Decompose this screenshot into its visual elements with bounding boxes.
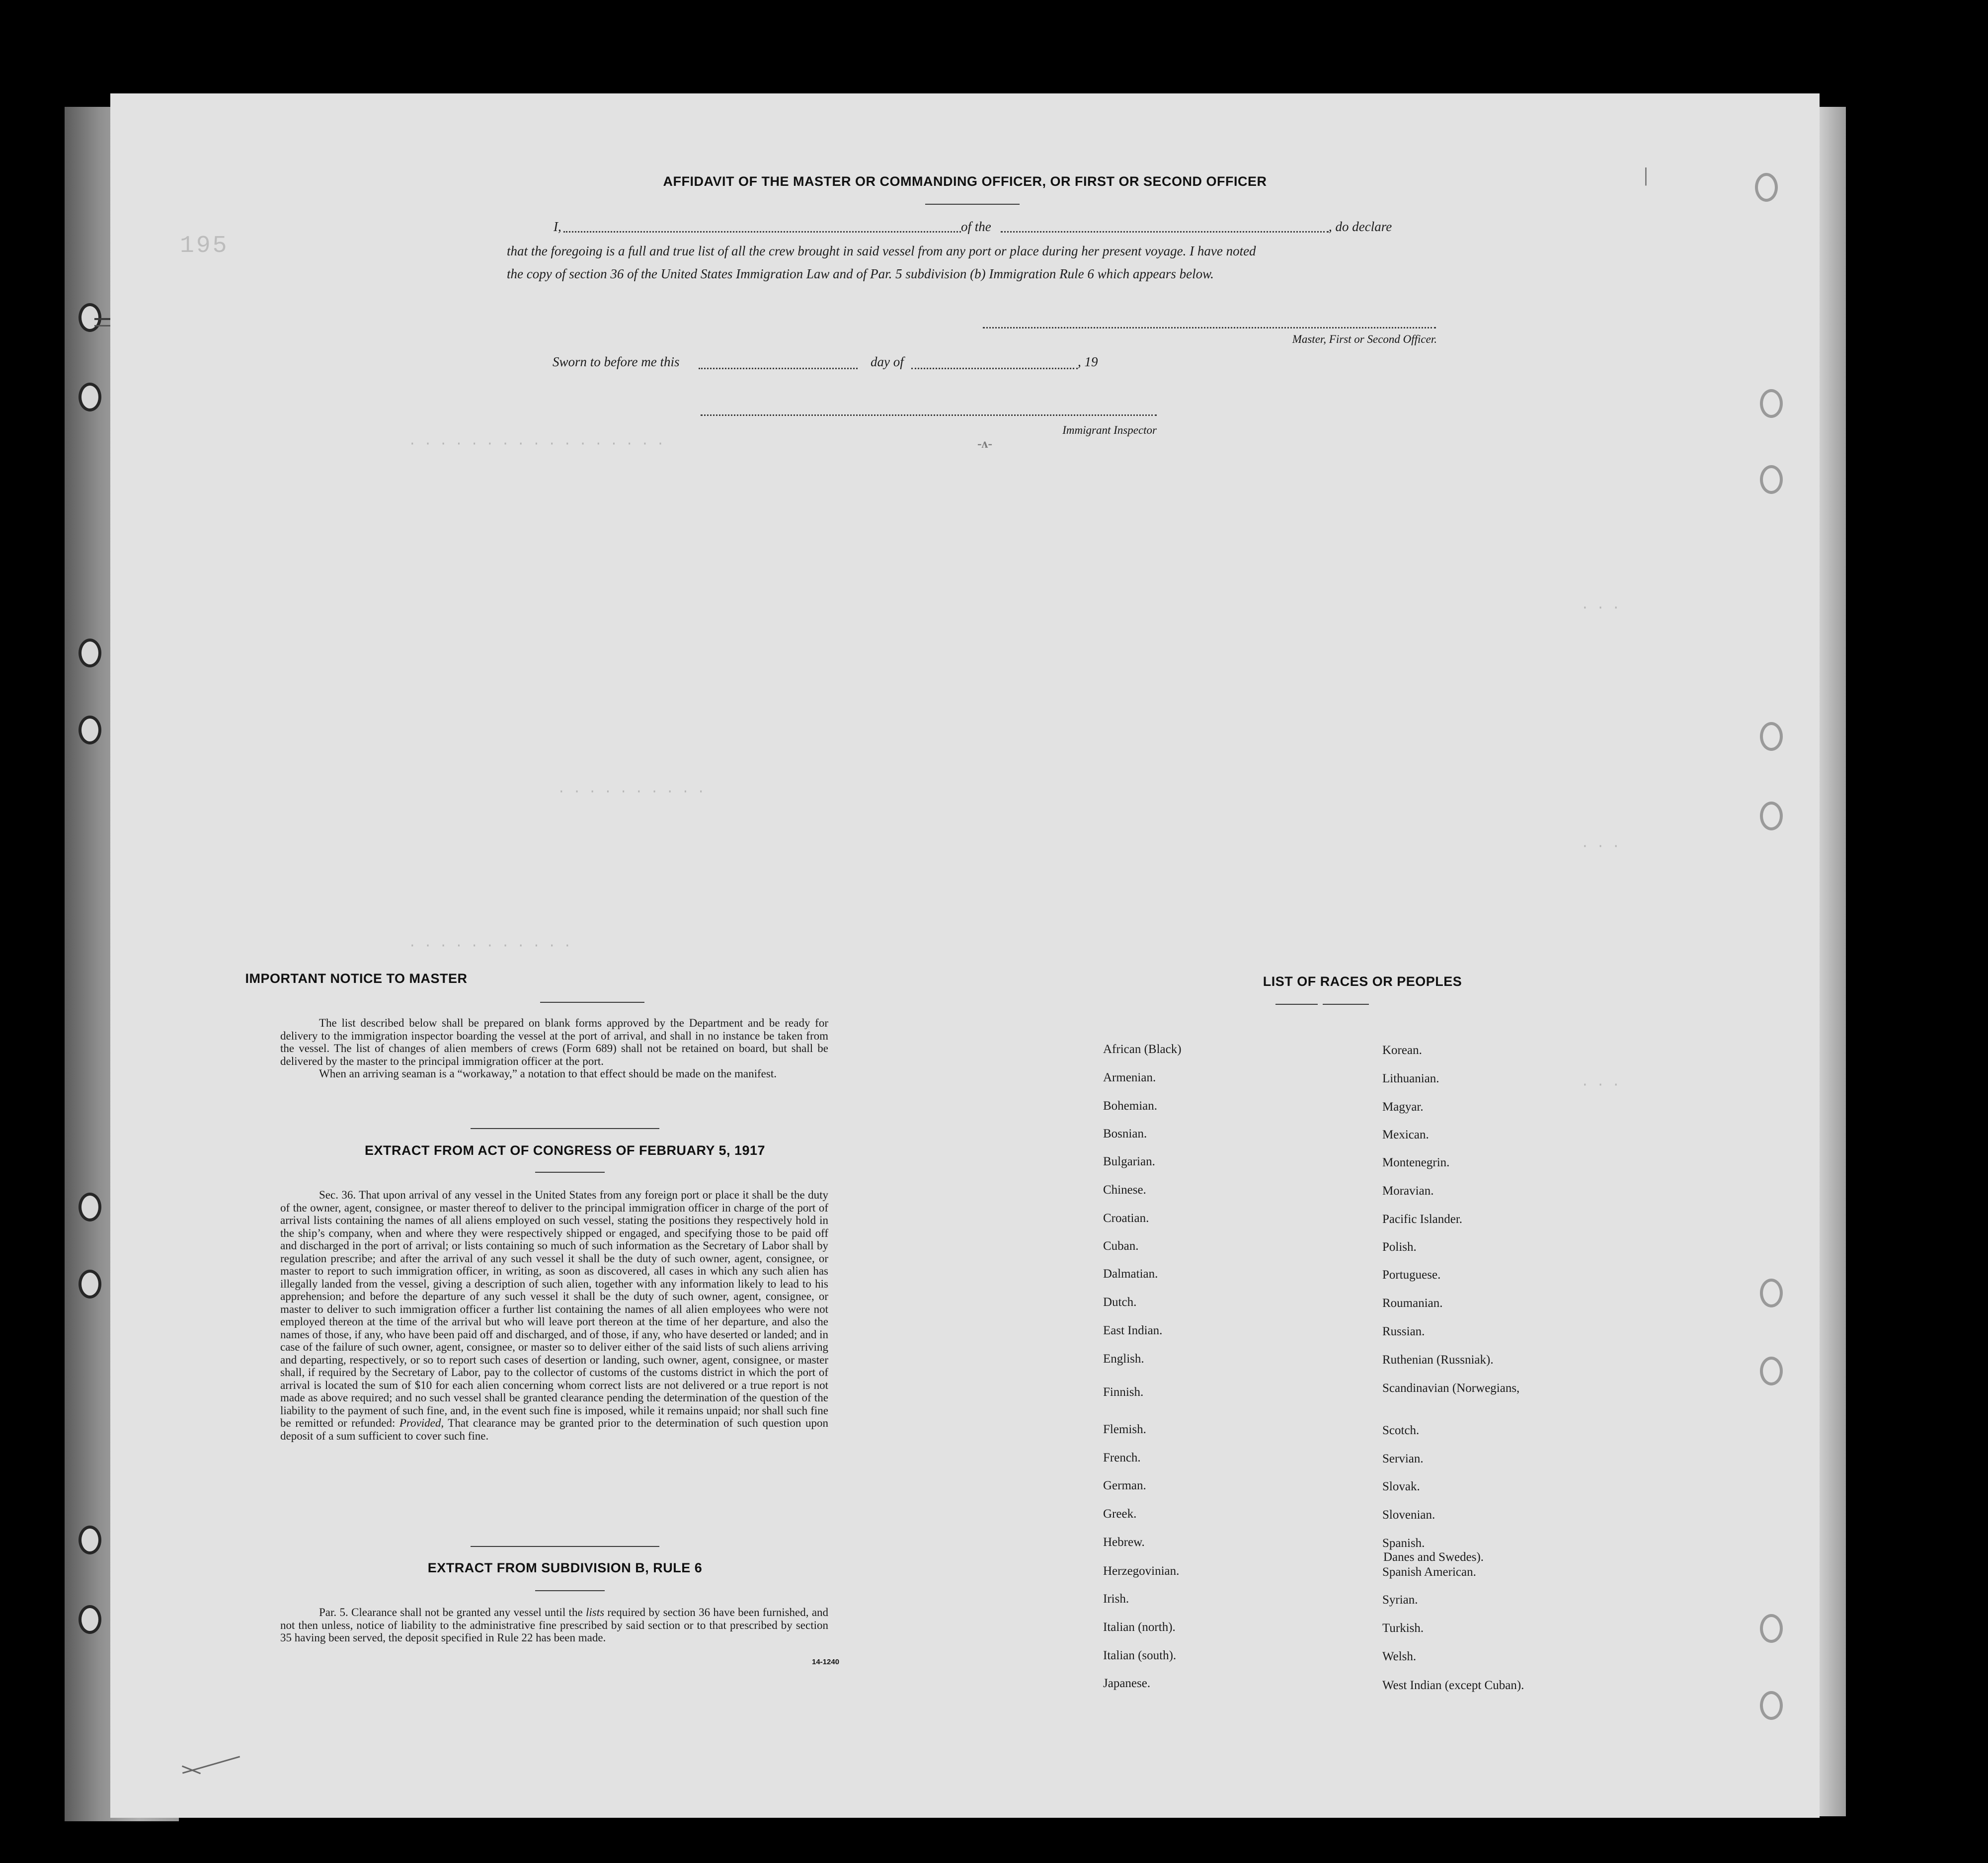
section-36-text: That upon arrival of any vessel in the United States from any foreign port or place it shall be the duty of the owner, agent, consignee, or master thereof to deliver to the principal immigration officer in charge of the port of arrival lists containing the names of all aliens employed on such vessel, stating the positions they respectively hold in the ship’s company, when and where they were respectively shipped or engaged, and specifying those to be paid off and discharged in the port of arrival; or lists containing so much of such information as the Secretary of Labor shall by regulation prescribe; and after the arrival of any such vessel it shall be the duty of such owner, agent, consignee, or master to report to such immigration officer, in writing, as soon as discovered, all cases in which any such alien has illegally landed from the vessel, giving a description of such alien, together with any information likely to lead to his apprehension; and before the departure of any such vessel it shall be the duty of such owner, agent, consignee, or master to deliver to such immigration officer a further list containing the names of all alien employees who were not employed thereon at the time of the arrival but who will leave port thereon at the time of her departure, and also the names of those, if any, who have been paid off and discharged, and of those, if any, who have deserted or landed; and in case of the failure of such owner, agent, consignee, or master so to deliver either of the said lists of such aliens arriving and departing, respectively, or so to report such cases of desertion or landing, such owner, agent, consignee, or master shall, if required by the Secretary of Labor, pay to the collector of customs of the customs district in which the port of arrival is located the sum of $10 for each alien concerning whom correct lists are not delivered or a true report is not made as above required; and no such vessel shall be granted clearance pending the determination of the question of the liability to the payment of such fine, and, in the event such fine is imposed, while it remains unpaid; nor shall such fine be remitted or refunded: [280, 1189, 828, 1429]
race-item: Magyar. [1382, 1100, 1424, 1114]
inspector-signature-line[interactable] [701, 414, 1157, 416]
punch-hole [1760, 1279, 1783, 1307]
race-item: English. [1103, 1352, 1144, 1366]
lists-word: lists [585, 1606, 605, 1619]
sworn-day-blank[interactable] [699, 368, 858, 369]
affidavit-declare: , do declare [1329, 219, 1392, 234]
notice-paragraph-1: The list described below shall be prepared on blank forms approved by the Department and be ready for delivery to the immigration inspector boarding the vessel at the port of arrival, and shall in no instance be taken from the vessel. The list of changes of alien members of crews (Form 689) shall not be retained on board, but shall be delivered by the master to the principal immigration officer at the port. [280, 1017, 828, 1067]
master-name-blank[interactable] [563, 231, 961, 233]
race-item: Russian. [1382, 1325, 1425, 1338]
notice-rule [540, 1002, 644, 1003]
master-signature-label: Master, First or Second Officer. [1292, 333, 1437, 345]
race-item: Mexican. [1382, 1128, 1429, 1141]
punch-hole [1760, 802, 1783, 830]
binder-hole [79, 383, 101, 411]
race-item: Finnish. [1103, 1385, 1144, 1399]
race-item: Scandinavian (Norwegians, [1382, 1381, 1520, 1395]
punch-hole [1760, 1691, 1783, 1720]
binder-hole [79, 1526, 101, 1554]
race-item: East Indian. [1103, 1324, 1163, 1337]
sworn-day-of: day of [871, 354, 904, 369]
races-title: LIST OF RACES OR PEOPLES [1263, 974, 1462, 989]
races-rule [1323, 1004, 1369, 1005]
race-item: Polish. [1382, 1240, 1417, 1254]
section-36-text-end: That clearance may be granted prior to the determination of such question upon deposit of a sum sufficient to cover such fine. [280, 1417, 829, 1442]
section-36-label: Sec. 36. [319, 1189, 356, 1201]
punch-hole [1760, 389, 1783, 418]
race-item: Slovenian. [1382, 1508, 1435, 1522]
punch-hole [1760, 465, 1783, 494]
race-item: Japanese. [1103, 1677, 1151, 1690]
extract-act-title: EXTRACT FROM ACT OF CONGRESS OF FEBRUARY 5, 1917 [364, 1143, 766, 1158]
bleed-through-row: · · · [1581, 1077, 1620, 1092]
races-rule [1275, 1004, 1318, 1005]
race-item: Montenegrin. [1382, 1156, 1450, 1169]
rule-text-a: Par. 5. Clearance shall not be granted any vessel until the [319, 1606, 583, 1619]
race-item: Moravian. [1382, 1184, 1434, 1198]
race-item: Greek. [1103, 1507, 1137, 1521]
punch-hole [1760, 1357, 1783, 1385]
punch-hole [1760, 722, 1783, 751]
margin-mark: | [1644, 163, 1648, 186]
vessel-name-blank[interactable] [1001, 231, 1329, 233]
race-item: Portuguese. [1382, 1268, 1441, 1282]
notice-title: IMPORTANT NOTICE TO MASTER [245, 971, 468, 986]
margin-mark: -ᴧ- [977, 436, 992, 451]
bleed-through-page-number: 195 [180, 233, 229, 259]
race-item: German. [1103, 1479, 1146, 1492]
section-rule [535, 1590, 605, 1591]
notice-body [280, 1017, 828, 1080]
bleed-through-row: · · · · · · · · · · · · · · · · · [408, 436, 664, 451]
punch-hole [1760, 1614, 1783, 1643]
binder-hole [79, 303, 101, 332]
provided-word: Provided, [399, 1417, 444, 1429]
rule-text-b: required by section 36 have been furnished, and not then unless, notice of liability to the administrative fine prescribed by said section or to that prescribed by section 35 having been served, the deposit specified in Rule 22 has been made. [280, 1606, 829, 1644]
race-item: Bulgarian. [1103, 1155, 1155, 1168]
section-rule [471, 1128, 659, 1129]
race-item: Scotch. [1382, 1424, 1420, 1437]
affidavit-i: I, [554, 219, 561, 234]
sworn-prefix: Sworn to before me this [553, 354, 680, 369]
race-item: Spanish American. [1382, 1565, 1476, 1579]
master-signature-line[interactable] [983, 327, 1436, 328]
sworn-year: , 19 [1078, 354, 1098, 369]
binder-hole [79, 639, 101, 667]
race-item: Welsh. [1382, 1650, 1417, 1663]
race-item: Italian (north). [1103, 1620, 1176, 1634]
bleed-through-row: · · · [1581, 839, 1620, 854]
race-item: Korean. [1382, 1044, 1422, 1057]
notice-paragraph-2: When an arriving seaman is a “workaway,” a notation to that effect should be made on the manifest. [319, 1067, 777, 1080]
section-rule [535, 1172, 605, 1173]
race-item: Syrian. [1382, 1593, 1418, 1607]
race-item: Hebrew. [1103, 1536, 1145, 1549]
race-item: Irish. [1103, 1592, 1129, 1606]
bleed-through-row: · · · · · · · · · · [557, 784, 705, 799]
race-item: Croatian. [1103, 1212, 1149, 1225]
race-item: Roumanian. [1382, 1296, 1443, 1310]
bleed-through-row: · · · [1581, 600, 1620, 615]
race-item: Bosnian. [1103, 1127, 1147, 1140]
race-item: Dutch. [1103, 1296, 1137, 1309]
race-item: West Indian (except Cuban). [1382, 1679, 1524, 1692]
race-item: Cuban. [1103, 1239, 1139, 1253]
extract-rule-body [280, 1606, 828, 1644]
race-item: Slovak. [1382, 1480, 1420, 1493]
affidavit-line2: that the foregoing is a full and true list of all the crew brought in said vessel from any port or place during her present voyage. I have noted [507, 243, 1256, 258]
race-item: Armenian. [1103, 1071, 1156, 1084]
binder-hole [79, 1270, 101, 1298]
race-item: Herzegovinian. [1103, 1564, 1180, 1578]
race-item: French. [1103, 1451, 1141, 1464]
race-item: Flemish. [1103, 1423, 1146, 1436]
title-rule [925, 204, 1020, 205]
race-item: Turkish. [1382, 1621, 1424, 1635]
binder-hole [79, 1605, 101, 1634]
race-item: Bohemian. [1103, 1099, 1158, 1113]
binder-hole [79, 1193, 101, 1221]
extract-act-body [280, 1189, 828, 1442]
page-edge [1819, 107, 1846, 1816]
race-item: Servian. [1382, 1452, 1424, 1465]
race-item: Lithuanian. [1382, 1072, 1439, 1085]
race-item: Dalmatian. [1103, 1267, 1158, 1281]
race-item: African (Black) [1103, 1043, 1182, 1056]
bleed-through-row: · · · · · · · · · · · [408, 938, 571, 953]
extract-rule-title: EXTRACT FROM SUBDIVISION B, RULE 6 [427, 1560, 703, 1575]
race-item: Chinese. [1103, 1183, 1146, 1197]
race-item-continuation: Danes and Swedes). [1383, 1550, 1484, 1564]
race-item: Ruthenian (Russniak). [1382, 1353, 1494, 1367]
form-number: 14-1240 [812, 1658, 840, 1666]
binder-hole [79, 716, 101, 744]
inspector-label: Immigrant Inspector [1062, 424, 1157, 436]
affidavit-title: AFFIDAVIT OF THE MASTER OR COMMANDING OFFICER, OR FIRST OR SECOND OFFICER [663, 174, 1267, 189]
race-item: Italian (south). [1103, 1649, 1177, 1662]
form-page [110, 93, 1820, 1818]
affidavit-line3: the copy of section 36 of the United States Immigration Law and of Par. 5 subdivision (b) Immigration Rule 6 which appears below. [507, 266, 1214, 281]
sworn-month-blank[interactable] [911, 368, 1078, 369]
section-rule [471, 1546, 659, 1547]
race-item: Spanish. [1382, 1537, 1425, 1550]
affidavit-of-the: of the [961, 219, 991, 234]
race-item: Pacific Islander. [1382, 1213, 1463, 1226]
